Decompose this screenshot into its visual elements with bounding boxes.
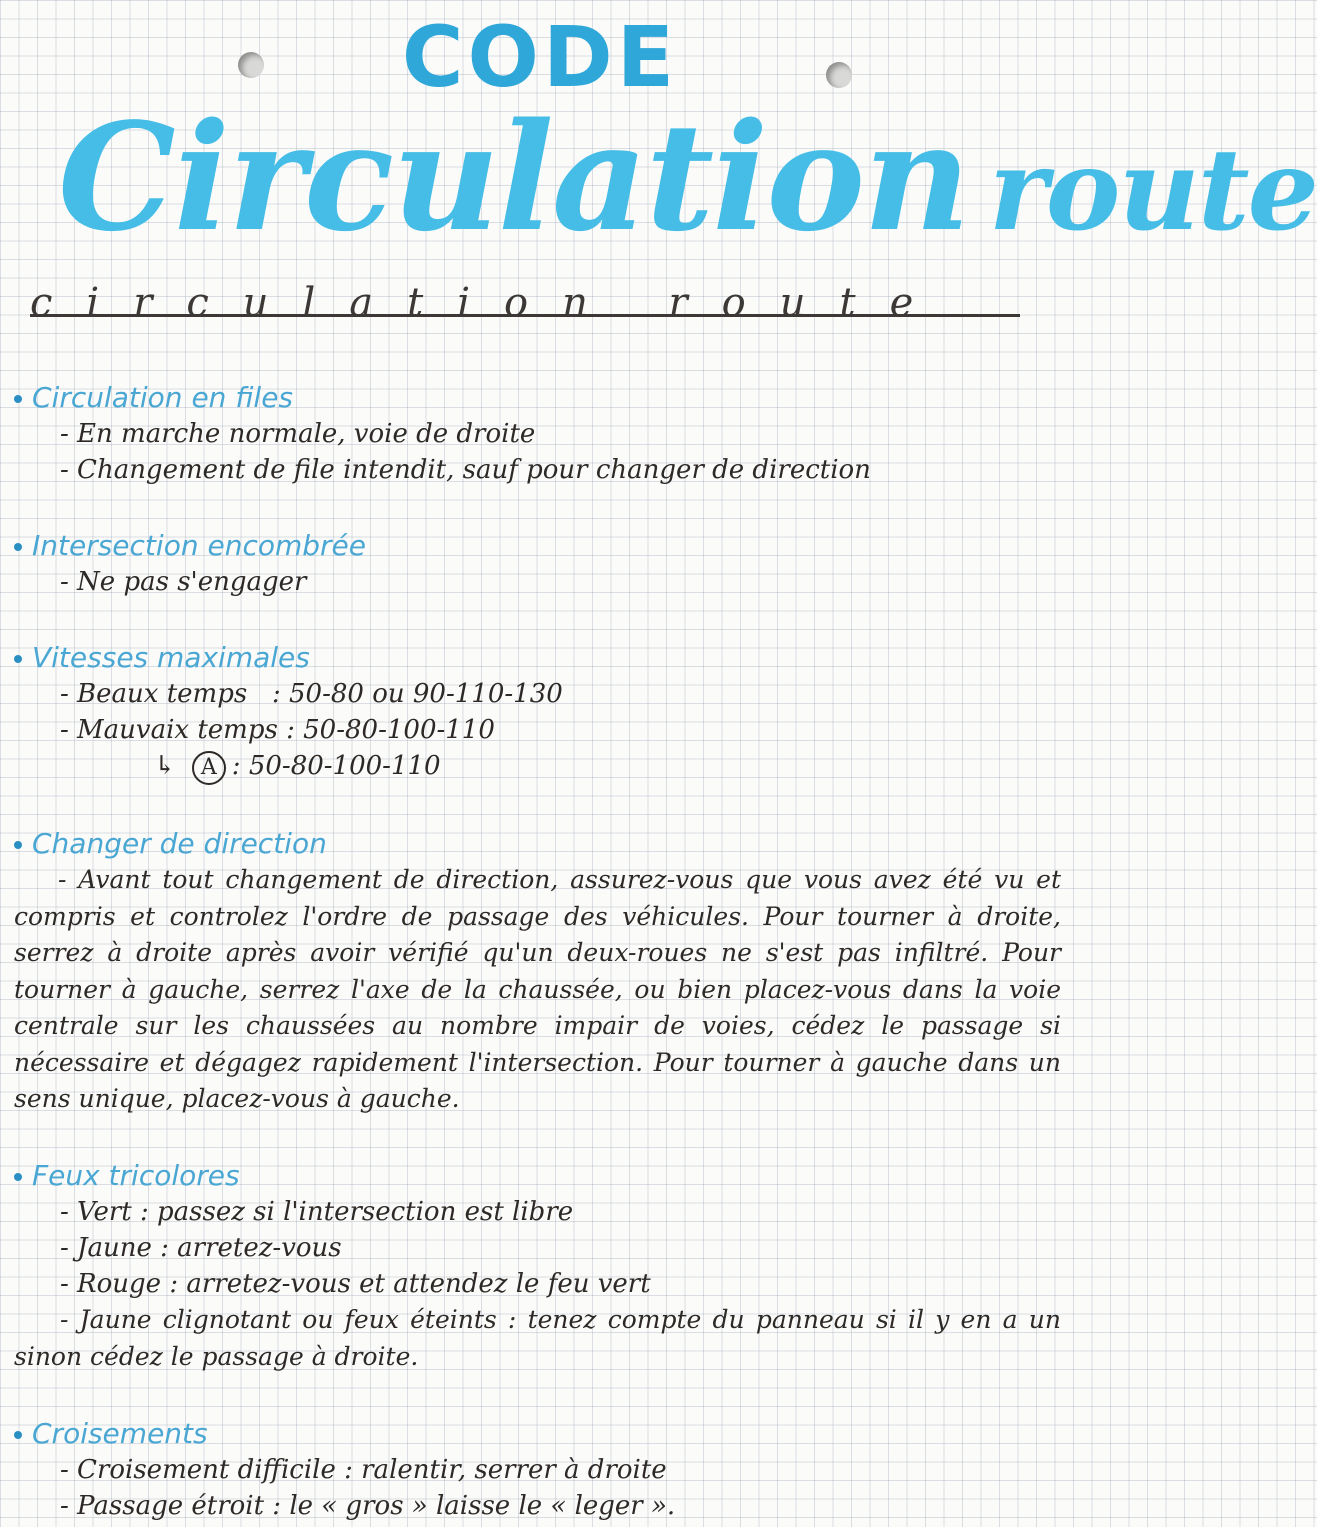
- list-item: - Passage étroit : le « gros » laisse le « leger ».: [60, 1491, 676, 1521]
- section-heading: Intersection encombrée: [14, 528, 1069, 564]
- section-circulation-files: [14, 380, 1069, 488]
- section-vitesses: [14, 640, 1069, 785]
- section-croisements: [14, 1416, 1069, 1524]
- section-heading: Croisements: [14, 1416, 1069, 1452]
- paragraph: - Avant tout changement de direction, assurez-vous que vous avez été vu et compris et controlez l'ordre de passage des véhicules. Pour tourner à droite, serrez à droite après avoir vérifié qu'un deux-roues ne s'est pas infiltré. Pour tourner à gauche, serrez l'axe de la chaussée, ou bien placez-vous dans la voie centrale sur les chaussées au nombre impair de voies, cédez le passage si nécessaire et dégagez rapidement l'intersection. Pour tourner à gauche dans un sens unique, placez-vous à gauche.: [14, 865, 1061, 1113]
- main-title-route: route: [988, 125, 1317, 256]
- list-item: - Mauvaix temps : 50-80-100-110: [60, 715, 495, 745]
- subtitle-line: circulation route: [30, 290, 1020, 317]
- autoroute-badge: A: [192, 751, 226, 785]
- list-item: - Beaux temps : 50-80 ou 90-110-130: [60, 679, 563, 709]
- section-changer-direction: [14, 826, 1069, 1118]
- arrow-icon: ↳: [154, 751, 176, 781]
- list-item-sub: [14, 748, 1069, 785]
- list-item: - Croisement difficile : ralentir, serrer à droite: [60, 1455, 667, 1485]
- list-item: - En marche normale, voie de droite: [60, 419, 536, 449]
- main-title: [58, 90, 1317, 264]
- section-heading: Feux tricolores: [14, 1158, 1069, 1194]
- list-item: - Jaune : arretez-vous: [60, 1233, 342, 1263]
- code-title: CODE: [401, 8, 679, 106]
- list-item: - Vert : passez si l'intersection est libre: [60, 1197, 574, 1227]
- section-heading: Changer de direction: [14, 826, 1069, 862]
- section-feux-tricolores: [14, 1158, 1069, 1375]
- list-item: - Changement de file intendit, sauf pour changer de direction: [60, 455, 871, 485]
- section-heading: Circulation en files: [14, 380, 1069, 416]
- section-intersection: [14, 528, 1069, 600]
- list-item: - Ne pas s'engager: [60, 567, 307, 597]
- list-item: - Rouge : arretez-vous et attendez le feu vert: [60, 1269, 651, 1299]
- main-title-circulation: Circulation: [58, 90, 969, 264]
- paragraph: - Jaune clignotant ou feux éteints : tenez compte du panneau si il y en a un sinon cédez le passage à droite.: [14, 1305, 1061, 1371]
- section-heading: Vitesses maximales: [14, 640, 1069, 676]
- sub-text: : 50-80-100-110: [231, 751, 441, 781]
